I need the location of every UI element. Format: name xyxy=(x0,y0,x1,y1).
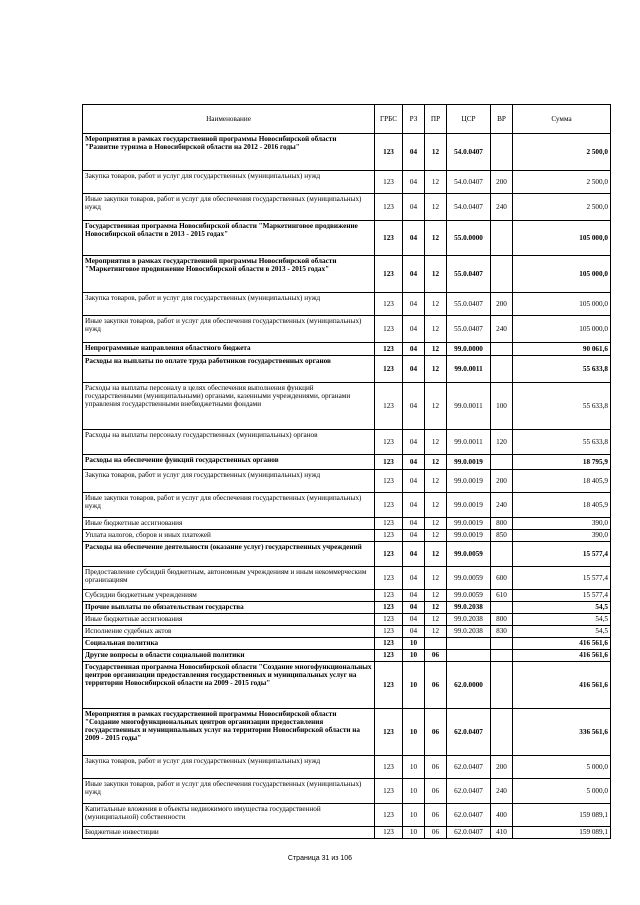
cell-rz: 04 xyxy=(403,518,425,530)
cell-csr: 62.0.0407 xyxy=(447,827,491,839)
header-row xyxy=(83,105,611,134)
cell-sum: 54,5 xyxy=(513,626,611,638)
table-row xyxy=(83,455,611,470)
cell-name: Расходы на обеспечение функций государственных органов xyxy=(83,455,375,470)
header-name: Наименование xyxy=(83,105,375,134)
cell-vr: 410 xyxy=(491,827,513,839)
cell-vr: 100 xyxy=(491,383,513,430)
cell-sum: 336 561,6 xyxy=(513,709,611,756)
cell-pr: 06 xyxy=(425,804,447,827)
cell-vr: 240 xyxy=(491,316,513,343)
cell-rz: 04 xyxy=(403,530,425,542)
cell-csr: 55.0.0407 xyxy=(447,316,491,343)
cell-grbs: 123 xyxy=(375,804,403,827)
cell-pr: 12 xyxy=(425,134,447,171)
cell-sum: 18 795,9 xyxy=(513,455,611,470)
cell-csr: 99.0.0019 xyxy=(447,493,491,518)
cell-vr: 200 xyxy=(491,171,513,194)
table-row xyxy=(83,827,611,839)
cell-sum: 416 561,6 xyxy=(513,662,611,709)
table-row xyxy=(83,171,611,194)
cell-pr: 12 xyxy=(425,383,447,430)
table-row xyxy=(83,383,611,430)
cell-pr: 12 xyxy=(425,455,447,470)
cell-vr xyxy=(491,455,513,470)
cell-rz: 04 xyxy=(403,171,425,194)
table-row xyxy=(83,626,611,638)
cell-vr xyxy=(491,356,513,383)
cell-sum: 105 000,0 xyxy=(513,316,611,343)
cell-vr: 200 xyxy=(491,470,513,493)
cell-grbs: 123 xyxy=(375,756,403,779)
cell-pr: 06 xyxy=(425,827,447,839)
cell-grbs: 123 xyxy=(375,567,403,590)
cell-grbs: 123 xyxy=(375,343,403,356)
cell-sum: 416 561,6 xyxy=(513,638,611,650)
cell-csr: 55.0.0407 xyxy=(447,293,491,316)
cell-rz: 04 xyxy=(403,194,425,221)
cell-pr: 12 xyxy=(425,470,447,493)
cell-pr: 12 xyxy=(425,194,447,221)
cell-csr: 99.0.0000 xyxy=(447,343,491,356)
cell-name: Бюджетные инвестиции xyxy=(83,827,375,839)
cell-grbs: 123 xyxy=(375,542,403,567)
table-row xyxy=(83,343,611,356)
cell-csr: 99.0.0011 xyxy=(447,383,491,430)
cell-csr: 99.0.0019 xyxy=(447,470,491,493)
cell-grbs: 123 xyxy=(375,470,403,493)
cell-sum: 18 405,9 xyxy=(513,470,611,493)
cell-pr: 12 xyxy=(425,590,447,602)
cell-csr: 99.0.0011 xyxy=(447,430,491,455)
cell-csr: 55.0.0407 xyxy=(447,256,491,293)
cell-sum: 5 000,0 xyxy=(513,756,611,779)
cell-csr: 99.0.0059 xyxy=(447,567,491,590)
cell-name: Закупка товаров, работ и услуг для государственных (муниципальных) нужд xyxy=(83,756,375,779)
cell-grbs: 123 xyxy=(375,662,403,709)
cell-grbs: 123 xyxy=(375,827,403,839)
cell-grbs: 123 xyxy=(375,221,403,256)
table-row xyxy=(83,638,611,650)
cell-pr: 06 xyxy=(425,779,447,804)
cell-vr xyxy=(491,221,513,256)
cell-grbs: 123 xyxy=(375,638,403,650)
cell-csr: 99.0.0019 xyxy=(447,530,491,542)
cell-csr: 62.0.0407 xyxy=(447,709,491,756)
cell-rz: 04 xyxy=(403,256,425,293)
cell-csr: 99.0.0059 xyxy=(447,542,491,567)
header-pr: ПР xyxy=(425,105,447,134)
table-row xyxy=(83,293,611,316)
table-row xyxy=(83,756,611,779)
cell-name: Мероприятия в рамках государственной программы Новосибирской области "Создание многофункциональных центров организации предоставления государственных и муниципальных услуг на территории Новосибирской области на 2009 - 2015 годы" xyxy=(83,709,375,756)
cell-pr: 06 xyxy=(425,650,447,662)
cell-pr: 12 xyxy=(425,614,447,626)
cell-pr: 12 xyxy=(425,518,447,530)
table-row xyxy=(83,542,611,567)
cell-vr xyxy=(491,542,513,567)
cell-sum: 55 633,8 xyxy=(513,383,611,430)
cell-grbs: 123 xyxy=(375,614,403,626)
cell-csr: 62.0.0407 xyxy=(447,804,491,827)
cell-rz: 04 xyxy=(403,134,425,171)
cell-csr: 99.0.2038 xyxy=(447,626,491,638)
cell-grbs: 123 xyxy=(375,356,403,383)
cell-vr xyxy=(491,256,513,293)
cell-name: Иные бюджетные ассигнования xyxy=(83,614,375,626)
table-row xyxy=(83,518,611,530)
table-row xyxy=(83,470,611,493)
cell-name: Расходы на обеспечение деятельности (оказание услуг) государственных учреждений xyxy=(83,542,375,567)
cell-pr: 06 xyxy=(425,709,447,756)
cell-pr: 12 xyxy=(425,542,447,567)
header-grbs: ГРБС xyxy=(375,105,403,134)
cell-pr: 12 xyxy=(425,221,447,256)
cell-grbs: 123 xyxy=(375,194,403,221)
cell-grbs: 123 xyxy=(375,530,403,542)
cell-sum: 390,0 xyxy=(513,530,611,542)
cell-rz: 04 xyxy=(403,542,425,567)
cell-rz: 04 xyxy=(403,221,425,256)
table-row xyxy=(83,614,611,626)
cell-csr: 99.0.0019 xyxy=(447,518,491,530)
table-row xyxy=(83,356,611,383)
cell-name: Непрограммные направления областного бюджета xyxy=(83,343,375,356)
cell-vr: 830 xyxy=(491,626,513,638)
cell-vr xyxy=(491,134,513,171)
cell-sum: 54,5 xyxy=(513,614,611,626)
cell-csr xyxy=(447,650,491,662)
cell-name: Закупка товаров, работ и услуг для государственных (муниципальных) нужд xyxy=(83,470,375,493)
table-row xyxy=(83,804,611,827)
cell-vr: 610 xyxy=(491,590,513,602)
cell-grbs: 123 xyxy=(375,602,403,614)
cell-rz: 04 xyxy=(403,493,425,518)
cell-name: Закупка товаров, работ и услуг для государственных (муниципальных) нужд xyxy=(83,171,375,194)
cell-rz: 10 xyxy=(403,827,425,839)
cell-grbs: 123 xyxy=(375,383,403,430)
cell-sum: 55 633,8 xyxy=(513,430,611,455)
cell-grbs: 123 xyxy=(375,293,403,316)
cell-pr: 12 xyxy=(425,343,447,356)
table-row xyxy=(83,602,611,614)
cell-rz: 04 xyxy=(403,626,425,638)
cell-csr: 99.0.2038 xyxy=(447,614,491,626)
cell-pr: 12 xyxy=(425,430,447,455)
cell-pr: 12 xyxy=(425,626,447,638)
cell-rz: 10 xyxy=(403,756,425,779)
cell-name: Капитальные вложения в объекты недвижимого имущества государственной (муниципальной) собственности xyxy=(83,804,375,827)
cell-name: Исполнение судебных актов xyxy=(83,626,375,638)
cell-sum: 54,5 xyxy=(513,602,611,614)
cell-csr: 62.0.0407 xyxy=(447,756,491,779)
cell-rz: 04 xyxy=(403,293,425,316)
cell-sum: 55 633,8 xyxy=(513,356,611,383)
cell-csr: 99.0.2038 xyxy=(447,602,491,614)
table-row xyxy=(83,221,611,256)
cell-rz: 10 xyxy=(403,779,425,804)
cell-pr: 12 xyxy=(425,493,447,518)
cell-grbs: 123 xyxy=(375,455,403,470)
cell-grbs: 123 xyxy=(375,626,403,638)
cell-vr: 800 xyxy=(491,614,513,626)
cell-pr: 12 xyxy=(425,356,447,383)
cell-name: Иные закупки товаров, работ и услуг для обеспечения государственных (муниципальных) нужд xyxy=(83,779,375,804)
cell-name: Иные закупки товаров, работ и услуг для обеспечения государственных (муниципальных) нужд xyxy=(83,316,375,343)
cell-name: Иные закупки товаров, работ и услуг для обеспечения государственных (муниципальных) нужд xyxy=(83,194,375,221)
cell-vr: 600 xyxy=(491,567,513,590)
table-row xyxy=(83,650,611,662)
cell-sum: 90 061,6 xyxy=(513,343,611,356)
cell-vr: 240 xyxy=(491,493,513,518)
cell-csr: 99.0.0011 xyxy=(447,356,491,383)
budget-table xyxy=(82,104,611,839)
table-row xyxy=(83,590,611,602)
table-row xyxy=(83,779,611,804)
cell-vr xyxy=(491,650,513,662)
cell-name: Предоставление субсидий бюджетным, автономным учреждениям и иным некоммерческим организациям xyxy=(83,567,375,590)
cell-pr: 06 xyxy=(425,662,447,709)
page-number: Страница 31 из 106 xyxy=(287,855,353,862)
cell-vr xyxy=(491,602,513,614)
table-row xyxy=(83,316,611,343)
cell-name: Иные закупки товаров, работ и услуг для обеспечения государственных (муниципальных) нужд xyxy=(83,493,375,518)
cell-grbs: 123 xyxy=(375,316,403,343)
cell-pr: 12 xyxy=(425,602,447,614)
table-row xyxy=(83,709,611,756)
cell-name: Закупка товаров, работ и услуг для государственных (муниципальных) нужд xyxy=(83,293,375,316)
cell-name: Расходы на выплаты персоналу государственных (муниципальных) органов xyxy=(83,430,375,455)
table-row xyxy=(83,530,611,542)
cell-sum: 18 405,9 xyxy=(513,493,611,518)
cell-rz: 04 xyxy=(403,430,425,455)
cell-vr: 800 xyxy=(491,518,513,530)
cell-csr: 99.0.0019 xyxy=(447,455,491,470)
table-row xyxy=(83,194,611,221)
cell-grbs: 123 xyxy=(375,590,403,602)
cell-rz: 04 xyxy=(403,470,425,493)
cell-rz: 10 xyxy=(403,804,425,827)
cell-rz: 10 xyxy=(403,709,425,756)
cell-sum: 15 577,4 xyxy=(513,567,611,590)
cell-vr: 240 xyxy=(491,779,513,804)
cell-grbs: 123 xyxy=(375,779,403,804)
cell-name: Государственная программа Новосибирской области "Маркетинговое продвижение Новосибирской области в 2013 - 2015 годах" xyxy=(83,221,375,256)
cell-rz: 10 xyxy=(403,638,425,650)
cell-name: Субсидии бюджетным учреждениям xyxy=(83,590,375,602)
table-row xyxy=(83,567,611,590)
cell-name: Государственная программа Новосибирской области "Создание многофункциональных центров организации предоставления государственных и муниципальных услуг на территории Новосибирской области на 2009 - 2015 годы" xyxy=(83,662,375,709)
cell-rz: 04 xyxy=(403,567,425,590)
cell-pr: 06 xyxy=(425,756,447,779)
cell-name: Уплата налогов, сборов и иных платежей xyxy=(83,530,375,542)
cell-rz: 04 xyxy=(403,602,425,614)
cell-vr: 850 xyxy=(491,530,513,542)
cell-pr xyxy=(425,638,447,650)
cell-vr: 200 xyxy=(491,756,513,779)
cell-vr xyxy=(491,343,513,356)
cell-sum: 105 000,0 xyxy=(513,256,611,293)
cell-name: Другие вопросы в области социальной политики xyxy=(83,650,375,662)
header-vr: ВР xyxy=(491,105,513,134)
cell-vr: 400 xyxy=(491,804,513,827)
cell-vr xyxy=(491,709,513,756)
cell-csr: 55.0.0000 xyxy=(447,221,491,256)
cell-grbs: 123 xyxy=(375,430,403,455)
cell-rz: 04 xyxy=(403,343,425,356)
cell-grbs: 123 xyxy=(375,518,403,530)
cell-name: Мероприятия в рамках государственной программы Новосибирской области "Маркетинговое продвижение Новосибирской области в 2013 - 2015 годах" xyxy=(83,256,375,293)
cell-sum: 105 000,0 xyxy=(513,221,611,256)
cell-rz: 04 xyxy=(403,316,425,343)
cell-csr: 62.0.0000 xyxy=(447,662,491,709)
cell-rz: 04 xyxy=(403,383,425,430)
cell-pr: 12 xyxy=(425,293,447,316)
cell-grbs: 123 xyxy=(375,134,403,171)
cell-name: Расходы на выплаты персоналу в целях обеспечения выполнения функций государственными (муниципальными) органами, казенными учреждениями, органами управления государственными внебюджетными фондами xyxy=(83,383,375,430)
cell-csr: 99.0.0059 xyxy=(447,590,491,602)
cell-csr: 54.0.0407 xyxy=(447,194,491,221)
cell-grbs: 123 xyxy=(375,171,403,194)
cell-sum: 416 561,6 xyxy=(513,650,611,662)
table-row xyxy=(83,256,611,293)
cell-name: Мероприятия в рамках государственной программы Новосибирской области "Развитие туризма в Новосибирской области на 2012 - 2016 годы" xyxy=(83,134,375,171)
cell-vr: 200 xyxy=(491,293,513,316)
cell-sum: 2 500,0 xyxy=(513,171,611,194)
cell-sum: 159 089,1 xyxy=(513,804,611,827)
cell-csr: 62.0.0407 xyxy=(447,779,491,804)
cell-sum: 15 577,4 xyxy=(513,542,611,567)
cell-rz: 04 xyxy=(403,614,425,626)
cell-grbs: 123 xyxy=(375,650,403,662)
cell-sum: 2 500,0 xyxy=(513,134,611,171)
cell-sum: 15 577,4 xyxy=(513,590,611,602)
cell-rz: 04 xyxy=(403,590,425,602)
cell-pr: 12 xyxy=(425,567,447,590)
cell-pr: 12 xyxy=(425,256,447,293)
cell-vr xyxy=(491,638,513,650)
table-row xyxy=(83,134,611,171)
cell-grbs: 123 xyxy=(375,493,403,518)
cell-vr: 120 xyxy=(491,430,513,455)
cell-name: Прочие выплаты по обязательствам государства xyxy=(83,602,375,614)
table-row xyxy=(83,430,611,455)
cell-csr: 54.0.0407 xyxy=(447,134,491,171)
cell-pr: 12 xyxy=(425,316,447,343)
cell-sum: 2 500,0 xyxy=(513,194,611,221)
cell-rz: 10 xyxy=(403,650,425,662)
cell-name: Иные бюджетные ассигнования xyxy=(83,518,375,530)
cell-rz: 10 xyxy=(403,662,425,709)
cell-grbs: 123 xyxy=(375,709,403,756)
cell-sum: 105 000,0 xyxy=(513,293,611,316)
cell-grbs: 123 xyxy=(375,256,403,293)
cell-rz: 04 xyxy=(403,455,425,470)
cell-sum: 390,0 xyxy=(513,518,611,530)
cell-vr: 240 xyxy=(491,194,513,221)
table-body xyxy=(83,134,611,839)
table-row xyxy=(83,662,611,709)
header-csr: ЦСР xyxy=(447,105,491,134)
cell-csr: 54.0.0407 xyxy=(447,171,491,194)
cell-rz: 04 xyxy=(403,356,425,383)
cell-vr xyxy=(491,662,513,709)
cell-pr: 12 xyxy=(425,530,447,542)
cell-sum: 5 000,0 xyxy=(513,779,611,804)
table-header xyxy=(83,105,611,134)
cell-pr: 12 xyxy=(425,171,447,194)
table-row xyxy=(83,493,611,518)
header-sum: Сумма xyxy=(513,105,611,134)
cell-csr xyxy=(447,638,491,650)
cell-name: Расходы на выплаты по оплате труда работников государственных органов xyxy=(83,356,375,383)
cell-sum: 159 089,1 xyxy=(513,827,611,839)
header-rz: РЗ xyxy=(403,105,425,134)
cell-name: Социальная политика xyxy=(83,638,375,650)
